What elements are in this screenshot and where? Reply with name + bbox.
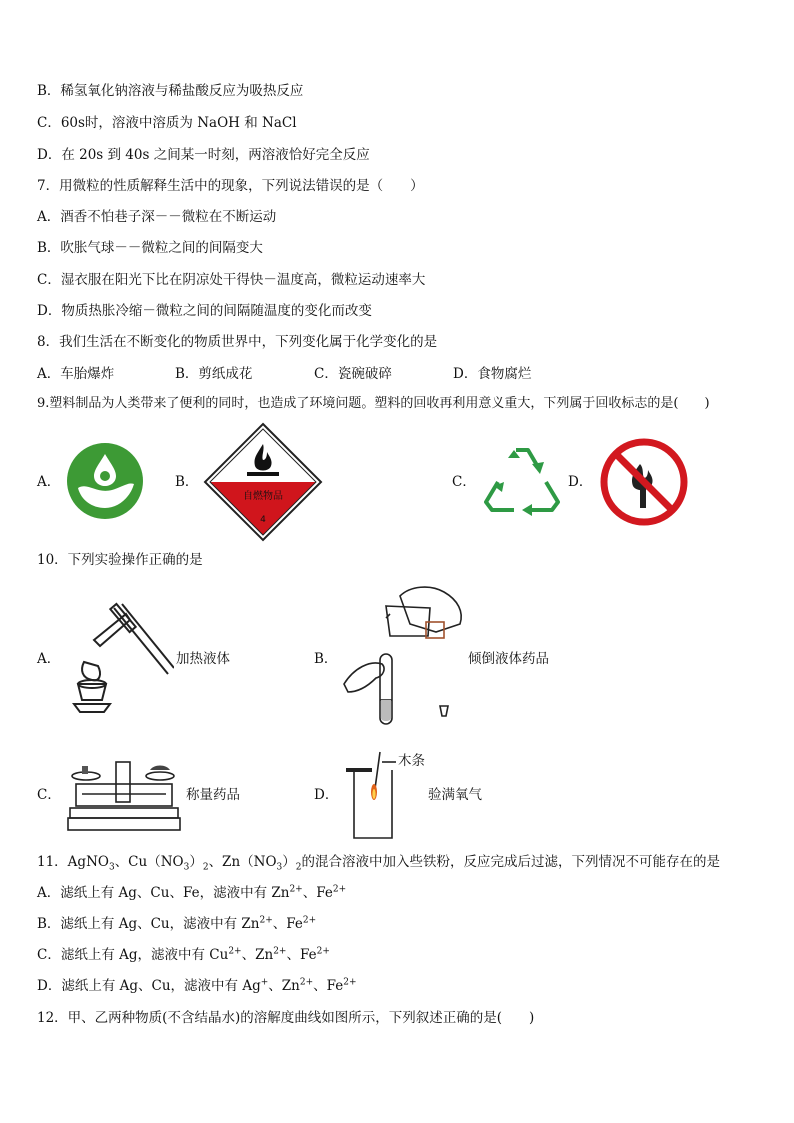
q8-option-a: A．车胎爆炸 xyxy=(37,366,115,382)
q8-option-b: B．剪纸成花 xyxy=(175,366,253,382)
recycle-icon xyxy=(480,440,566,520)
q6-option-b: B．稀氢氧化钠溶液与稀盐酸反应为吸热反应 xyxy=(37,83,304,99)
q11-option-b: B．滤纸上有 Ag、Cu，滤液中有 $Zn^{2+}$、$Fe^{2+}$ xyxy=(37,915,317,932)
hazard-sign-number: 4 xyxy=(260,515,266,525)
q10-option-c-label: C． xyxy=(37,787,61,803)
q9-option-b-label: B． xyxy=(175,474,199,490)
q11-stem: 11．AgNO$_3$、$Cu(NO_3)_2$、$Zn(NO_3)_2$的混合溶液中加入些铁粉，反应完成后过滤，下列情况不可能存在的是 xyxy=(37,854,720,873)
q11-option-a: A．滤纸上有 Ag、Cu、Fe，滤液中有 $Zn^{2+}$、$Fe^{2+}$ xyxy=(37,884,347,901)
q10-stem: 10．下列实验操作正确的是 xyxy=(37,552,203,568)
q12-stem: 12．甲、乙两种物质(不含结晶水)的溶解度曲线如图所示，下列叙述正确的是( ) xyxy=(37,1010,535,1026)
q10-option-d-stick-label: 木条 xyxy=(398,753,425,769)
q7-option-c: C．湿衣服在阳光下比在阴凉处干得快－温度高，微粒运动速率大 xyxy=(37,272,426,288)
water-saving-icon xyxy=(66,442,144,520)
q10-option-a-label: A． xyxy=(37,651,61,667)
q9-option-c-label: C． xyxy=(452,474,476,490)
q7-option-d: D．物质热胀冷缩－微粒之间的间隔随温度的变化而改变 xyxy=(37,303,372,319)
q11-option-c: C．滤纸上有 Ag，滤液中有 $Cu^{2+}$、$Zn^{2+}$、$Fe^{2+}$ xyxy=(37,946,330,963)
q10-option-a-caption: 加热液体 xyxy=(176,651,230,667)
q9-option-a-label: A． xyxy=(37,474,61,490)
pouring-liquid-illustration xyxy=(340,580,470,730)
no-fire-icon xyxy=(600,438,688,526)
heating-liquid-illustration xyxy=(64,600,174,718)
q8-stem: 8．我们生活在不断变化的物质世界中，下列变化属于化学变化的是 xyxy=(37,334,438,350)
q11-option-d: D．滤纸上有 Ag、Cu，滤液中有 Ag+、$Zn^{2+}$、$Fe^{2+}$ xyxy=(37,977,357,994)
q9-option-d-label: D． xyxy=(568,474,593,490)
q6-option-d: D．在 20s 到 40s 之间某一时刻，两溶液恰好完全反应 xyxy=(37,147,370,163)
hazard-sign-text: 自燃物品 xyxy=(243,491,283,502)
q7-option-b: B．吹胀气球－－微粒之间的间隔变大 xyxy=(37,240,263,256)
q10-option-b-caption: 倾倒液体药品 xyxy=(468,651,549,667)
q10-option-d-caption: 验满氧气 xyxy=(428,787,482,803)
q6-option-c: C．60s时，溶液中溶质为 NaOH 和 NaCl xyxy=(37,115,297,131)
spontaneous-combustion-hazard-icon xyxy=(203,422,323,542)
q10-option-c-caption: 称量药品 xyxy=(186,787,240,803)
q8-option-c: C．瓷碗破碎 xyxy=(314,366,392,382)
q7-stem: 7．用微粒的性质解释生活中的现象，下列说法错误的是（ ） xyxy=(37,178,424,194)
q10-option-d-label: D． xyxy=(314,787,339,803)
q8-option-d: D．食物腐烂 xyxy=(453,366,532,382)
q7-option-a: A．酒香不怕巷子深－－微粒在不断运动 xyxy=(37,209,277,225)
q10-option-b-label: B． xyxy=(314,651,338,667)
balance-scale-illustration xyxy=(66,758,182,832)
q9-stem: 9.塑料制品为人类带来了便利的同时，也造成了环境问题。塑料的回收再利用意义重大，下列属于回收标志的是( ) xyxy=(37,396,710,411)
